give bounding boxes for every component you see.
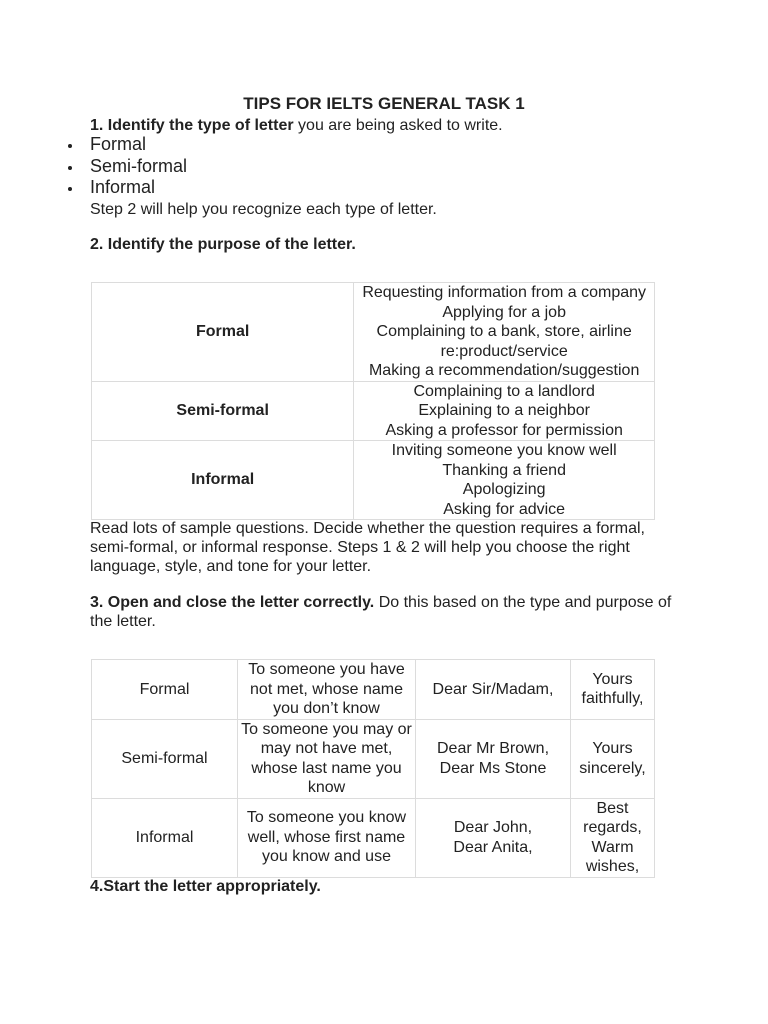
purpose-line: Asking a professor for permission: [385, 421, 623, 439]
table-row: [92, 660, 655, 720]
purpose-line: re:product/service: [440, 342, 568, 360]
greeting-line: Dear John,: [453, 819, 533, 836]
table-row: [92, 798, 655, 877]
list-item: [66, 134, 187, 156]
step3-heading-bold: 3. Open and close the letter correctly.: [90, 594, 375, 611]
recipient-line: may not have met,: [260, 740, 393, 757]
table-row: [92, 381, 655, 441]
step2-heading-bold: 2. Identify the purpose of the letter.: [90, 236, 356, 253]
purpose-line: Requesting information from a company: [362, 284, 647, 301]
closing-line: regards,: [583, 819, 642, 836]
letter-type-list: [66, 134, 187, 199]
purpose-line: Thanking a friend: [442, 461, 566, 479]
table-cell-closing: [571, 798, 655, 877]
recipient-line: To someone you have: [248, 661, 405, 678]
purpose-line: Asking for advice: [443, 500, 566, 518]
table-row: [92, 283, 655, 382]
step4-heading: [90, 877, 321, 896]
greeting-line: Dear Anita,: [453, 838, 533, 856]
table-cell-recipient: [238, 719, 416, 798]
greeting-line: Dear Ms Stone: [439, 759, 547, 777]
table-cell-purposes: [354, 441, 655, 520]
table-cell-type: Semi-formal: [92, 719, 238, 798]
recipient-line: well, whose first name: [247, 828, 406, 846]
table-cell-type: Formal: [92, 283, 354, 382]
table-cell-type: Informal: [92, 441, 354, 520]
step3-heading: [90, 593, 680, 631]
step3-heading-rest: Do this based on the type and purpose of the letter.: [90, 594, 672, 630]
list-item: [66, 177, 187, 199]
closing-line: sincerely,: [579, 759, 646, 777]
greeting-closing-table: [91, 659, 655, 878]
table-cell-closing: [571, 660, 655, 720]
table-cell-recipient: [238, 660, 416, 720]
closing-line: Yours: [592, 740, 633, 757]
step2-after-text: Read lots of sample questions. Decide whether the question requires a formal, semi-formal, or informal response. Steps 1 & 2 will help you choose the right language, style, and tone for your letter.: [90, 520, 645, 575]
list-item-label: Informal: [90, 177, 156, 197]
purpose-line: Apologizing: [462, 481, 546, 498]
bullet-icon: [68, 166, 72, 170]
purpose-line: Making a recommendation/suggestion: [368, 362, 640, 379]
recipient-line: To someone you know: [246, 809, 407, 827]
recipient-line: whose last name you: [251, 759, 402, 777]
table-cell-type: Formal: [92, 660, 238, 720]
recipient-line: you don’t know: [273, 700, 380, 717]
purpose-line: Applying for a job: [442, 303, 566, 321]
purpose-line: Complaining to a landlord: [413, 382, 595, 400]
step2-heading: [90, 235, 356, 254]
greeting-line: Dear Sir/Madam,: [432, 680, 554, 698]
step4-heading-bold: 4.Start the letter appropriately.: [90, 878, 321, 895]
recipient-line: To someone you may or: [241, 720, 412, 738]
step1-heading-bold: 1. Identify the type of letter: [90, 117, 294, 134]
purpose-line: Explaining to a neighbor: [418, 402, 590, 419]
step1-heading-rest: you are being asked to write.: [293, 117, 503, 134]
closing-line: faithfully,: [581, 690, 644, 708]
recipient-line: not met, whose name: [250, 680, 403, 698]
table-cell-purposes: [354, 283, 655, 382]
recipient-line: know: [307, 779, 346, 796]
table-cell-closing: [571, 719, 655, 798]
document-title: TIPS FOR IELTS GENERAL TASK 1: [243, 94, 525, 113]
table-row: [92, 441, 655, 520]
list-item-label: Semi-formal: [90, 155, 188, 176]
closing-line: Yours: [592, 670, 633, 688]
closing-line: wishes,: [585, 858, 640, 875]
recipient-line: you know and use: [262, 848, 391, 866]
list-item: [66, 156, 187, 178]
greeting-line: Dear Mr Brown,: [436, 740, 550, 757]
table-cell-greeting: [416, 660, 571, 720]
bullet-icon: [68, 187, 72, 191]
closing-line: Best: [596, 799, 629, 817]
step1-note: Step 2 will help you recognize each type of letter.: [90, 201, 437, 218]
table-cell-recipient: [238, 798, 416, 877]
table-cell-purposes: [354, 381, 655, 441]
purpose-table: [91, 282, 655, 520]
table-cell-type: Semi-formal: [92, 381, 354, 441]
step1-heading: [90, 116, 503, 135]
table-cell-greeting: [416, 719, 571, 798]
closing-line: Warm: [591, 838, 634, 856]
table-cell-type: Informal: [92, 798, 238, 877]
table-cell-greeting: [416, 798, 571, 877]
table-row: [92, 719, 655, 798]
bullet-icon: [68, 144, 72, 148]
purpose-line: Inviting someone you know well: [391, 442, 617, 459]
purpose-line: Complaining to a bank, store, airline: [376, 323, 632, 340]
list-item-label: Formal: [90, 134, 147, 154]
